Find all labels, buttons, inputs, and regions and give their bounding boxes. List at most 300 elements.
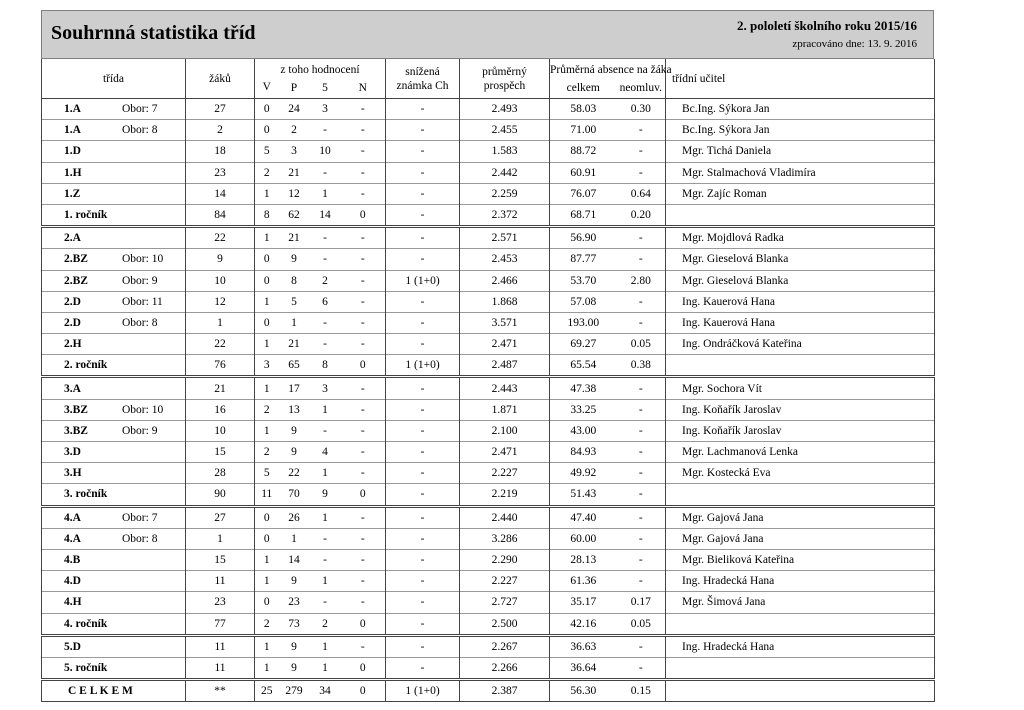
class-cell bbox=[42, 680, 186, 702]
teacher-cell: Mgr. Stalmachová Vladimíra bbox=[666, 162, 935, 183]
teacher-cell: Mgr. Zajíc Roman bbox=[666, 183, 935, 204]
pupils-cell: 11 bbox=[186, 657, 255, 679]
average-cell: 2.493 bbox=[460, 99, 550, 120]
absence-unexcused-cell: - bbox=[638, 166, 643, 179]
class-name: 5. ročník bbox=[64, 661, 108, 674]
pupils-cell: 23 bbox=[186, 592, 255, 613]
grade-v-cell: 1 bbox=[255, 227, 279, 249]
header-row-1 bbox=[42, 59, 935, 77]
teacher-cell: Ing. Koňařík Jaroslav bbox=[666, 420, 935, 441]
grade-n-cell: - bbox=[360, 424, 365, 437]
grade-p-cell: 23 bbox=[288, 596, 300, 609]
teacher-cell: Ing. Kauerová Hana bbox=[666, 291, 935, 312]
absence-unexcused-cell: - bbox=[638, 403, 643, 416]
field-label: Obor: 9 bbox=[122, 274, 158, 287]
grade-p-cell: 9 bbox=[291, 424, 297, 437]
grade-5-cell: - bbox=[323, 554, 327, 567]
reduced-grade-cell: - bbox=[386, 420, 460, 441]
field-label: Obor: 7 bbox=[122, 511, 158, 524]
average-cell: 2.259 bbox=[460, 183, 550, 204]
semester-label: 2. pololetí školního roku 2015/16 bbox=[737, 18, 917, 33]
absence-total-cell: 53.70 bbox=[550, 270, 617, 291]
table-row bbox=[42, 549, 935, 570]
class-cell bbox=[42, 162, 186, 183]
class-cell bbox=[42, 334, 186, 355]
grade-5-cell: - bbox=[323, 338, 327, 351]
class-name: 3.BZ bbox=[64, 424, 88, 437]
pupils-cell: 12 bbox=[186, 291, 255, 312]
teacher-cell: Mgr. Gieselová Blanka bbox=[666, 249, 935, 270]
grade-5-cell: 2 bbox=[322, 274, 328, 287]
grade-p-cell: 12 bbox=[288, 187, 300, 200]
class-cell bbox=[42, 312, 186, 333]
reduced-grade-cell: - bbox=[386, 377, 460, 399]
teacher-cell: Bc.Ing. Sýkora Jan bbox=[666, 120, 935, 141]
absence-total-cell: 47.40 bbox=[550, 506, 617, 528]
grade-5-cell: 1 bbox=[322, 403, 328, 416]
average-cell: 3.286 bbox=[460, 528, 550, 549]
class-name: 4.D bbox=[64, 575, 81, 588]
grade-n-cell: - bbox=[360, 511, 365, 524]
absence-total-cell: 56.30 bbox=[550, 680, 617, 702]
table-row bbox=[42, 249, 935, 270]
class-name: 3.A bbox=[64, 382, 81, 395]
average-cell: 2.487 bbox=[460, 355, 550, 377]
grade-p-cell: 9 bbox=[291, 446, 297, 459]
class-cell bbox=[42, 635, 186, 657]
reduced-grade-cell: - bbox=[386, 571, 460, 592]
field-label: Obor: 8 bbox=[122, 124, 158, 137]
average-cell: 2.290 bbox=[460, 549, 550, 570]
absence-unexcused-cell: 0.05 bbox=[630, 338, 651, 351]
table-row bbox=[42, 635, 935, 657]
reduced-grade-cell: - bbox=[386, 463, 460, 484]
reduced-grade-cell: - bbox=[386, 657, 460, 679]
class-cell bbox=[42, 420, 186, 441]
absence-unexcused-cell: - bbox=[638, 124, 643, 137]
pupils-cell: 90 bbox=[186, 484, 255, 506]
grade-5-cell: - bbox=[323, 532, 327, 545]
processed-date: zpracováno dne: 13. 9. 2016 bbox=[792, 38, 917, 50]
average-cell: 2.227 bbox=[460, 463, 550, 484]
reduced-grade-cell: - bbox=[386, 312, 460, 333]
report-sheet bbox=[41, 10, 934, 702]
grade-5-cell: - bbox=[323, 424, 327, 437]
pupils-cell: ** bbox=[186, 680, 255, 702]
absence-total-cell: 193.00 bbox=[550, 312, 617, 333]
reduced-grade-cell: - bbox=[386, 549, 460, 570]
teacher-cell: Mgr. Tichá Daniela bbox=[666, 141, 935, 162]
absence-unexcused-cell: - bbox=[638, 467, 643, 480]
grade-5-cell: 3 bbox=[322, 103, 328, 116]
class-cell bbox=[42, 141, 186, 162]
absence-total-cell: 51.43 bbox=[550, 484, 617, 506]
absence-unexcused-cell: 0.15 bbox=[630, 685, 651, 698]
col-absence-group: Průměrná absence na žáka bbox=[550, 59, 666, 77]
grade-5-cell: 34 bbox=[319, 685, 331, 698]
absence-total-cell: 84.93 bbox=[550, 442, 617, 463]
pupils-cell: 15 bbox=[186, 549, 255, 570]
grade-p-cell: 22 bbox=[288, 467, 300, 480]
class-cell bbox=[42, 528, 186, 549]
grade-p-cell: 14 bbox=[288, 554, 300, 567]
absence-unexcused-cell: - bbox=[638, 253, 643, 266]
grade-n-cell: 0 bbox=[359, 359, 366, 372]
pupils-cell: 11 bbox=[186, 571, 255, 592]
report-title: Souhrnná statistika tříd bbox=[51, 22, 256, 44]
grade-5-cell: 2 bbox=[322, 617, 328, 630]
reduced-grade-cell: - bbox=[386, 249, 460, 270]
average-cell: 2.466 bbox=[460, 270, 550, 291]
absence-total-cell: 35.17 bbox=[550, 592, 617, 613]
year-summary-row bbox=[42, 613, 935, 635]
reduced-grade-cell: - bbox=[386, 592, 460, 613]
average-cell: 2.442 bbox=[460, 162, 550, 183]
average-cell: 1.871 bbox=[460, 399, 550, 420]
absence-unexcused-cell: 0.20 bbox=[630, 209, 651, 222]
grade-n-cell: - bbox=[360, 554, 365, 567]
class-statistics-table bbox=[41, 59, 935, 702]
teacher-cell: Mgr. Gajová Jana bbox=[666, 528, 935, 549]
class-cell bbox=[42, 227, 186, 249]
absence-unexcused-cell: - bbox=[638, 382, 643, 395]
absence-total-cell: 65.54 bbox=[550, 355, 617, 377]
absence-unexcused-cell: - bbox=[638, 488, 643, 501]
absence-unexcused-cell: - bbox=[638, 661, 643, 674]
absence-total-cell: 56.90 bbox=[550, 227, 617, 249]
average-cell: 3.571 bbox=[460, 312, 550, 333]
grade-n-cell: 0 bbox=[359, 617, 366, 630]
absence-unexcused-cell: 0.05 bbox=[630, 617, 651, 630]
grade-p-cell: 17 bbox=[288, 382, 300, 395]
reduced-grade-cell: 1 (1+0) bbox=[386, 355, 460, 377]
teacher-cell bbox=[666, 680, 935, 702]
teacher-cell: Mgr. Lachmanová Lenka bbox=[666, 442, 935, 463]
grade-p-cell: 9 bbox=[291, 575, 297, 588]
pupils-cell: 11 bbox=[186, 635, 255, 657]
grade-n-cell: 0 bbox=[359, 488, 366, 501]
pupils-cell: 15 bbox=[186, 442, 255, 463]
absence-total-cell: 76.07 bbox=[550, 183, 617, 204]
grade-p-cell: 9 bbox=[291, 661, 297, 674]
table-row bbox=[42, 506, 935, 528]
grade-n-cell: - bbox=[360, 166, 365, 179]
absence-unexcused-cell: - bbox=[638, 640, 643, 653]
pupils-cell: 9 bbox=[186, 249, 255, 270]
grade-p-cell: 9 bbox=[291, 253, 297, 266]
pupils-cell: 77 bbox=[186, 613, 255, 635]
average-cell: 2.571 bbox=[460, 227, 550, 249]
teacher-cell: Ing. Kauerová Hana bbox=[666, 312, 935, 333]
absence-unexcused-cell: - bbox=[638, 316, 643, 329]
class-name: 4. ročník bbox=[64, 617, 108, 630]
table-row bbox=[42, 420, 935, 441]
reduced-grade-cell: - bbox=[386, 120, 460, 141]
absence-total-cell: 33.25 bbox=[550, 399, 617, 420]
grade-n-cell: - bbox=[360, 103, 365, 116]
teacher-cell: Mgr. Gieselová Blanka bbox=[666, 270, 935, 291]
class-cell bbox=[42, 442, 186, 463]
grade-5-cell: - bbox=[323, 232, 327, 245]
class-cell bbox=[42, 657, 186, 679]
class-cell bbox=[42, 484, 186, 506]
average-cell: 2.266 bbox=[460, 657, 550, 679]
year-summary-row bbox=[42, 355, 935, 377]
teacher-cell bbox=[666, 204, 935, 226]
table-row bbox=[42, 463, 935, 484]
col-absence-total: celkem bbox=[550, 77, 617, 99]
reduced-grade-cell: - bbox=[386, 399, 460, 420]
teacher-cell: Mgr. Mojdlová Radka bbox=[666, 227, 935, 249]
grade-n-cell: - bbox=[360, 274, 365, 287]
grade-5-cell: 1 bbox=[322, 661, 328, 674]
absence-total-cell: 60.91 bbox=[550, 162, 617, 183]
col-grades-group: z toho hodnocení bbox=[255, 59, 386, 77]
absence-total-cell: 42.16 bbox=[550, 613, 617, 635]
absence-unexcused-cell: - bbox=[638, 511, 643, 524]
class-cell bbox=[42, 270, 186, 291]
grade-v-cell: 2 bbox=[255, 162, 279, 183]
grade-v-cell: 1 bbox=[255, 420, 279, 441]
reduced-grade-cell: - bbox=[386, 635, 460, 657]
table-row bbox=[42, 334, 935, 355]
teacher-cell: Ing. Hradecká Hana bbox=[666, 635, 935, 657]
table-body bbox=[42, 99, 935, 702]
average-cell: 2.219 bbox=[460, 484, 550, 506]
grade-v-cell: 2 bbox=[255, 399, 279, 420]
average-cell: 1.583 bbox=[460, 141, 550, 162]
class-name: 4.H bbox=[64, 596, 82, 609]
class-cell bbox=[42, 249, 186, 270]
table-row bbox=[42, 183, 935, 204]
average-cell: 2.267 bbox=[460, 635, 550, 657]
grade-v-cell: 25 bbox=[255, 680, 279, 702]
reduced-grade-cell: - bbox=[386, 442, 460, 463]
class-cell bbox=[42, 549, 186, 570]
pupils-cell: 76 bbox=[186, 355, 255, 377]
reduced-grade-cell: - bbox=[386, 141, 460, 162]
pupils-cell: 27 bbox=[186, 99, 255, 120]
grade-v-cell: 1 bbox=[255, 183, 279, 204]
absence-unexcused-cell: - bbox=[638, 446, 643, 459]
grade-n-cell: - bbox=[360, 382, 365, 395]
teacher-cell bbox=[666, 613, 935, 635]
table-row bbox=[42, 571, 935, 592]
average-cell: 2.443 bbox=[460, 377, 550, 399]
teacher-cell bbox=[666, 355, 935, 377]
class-name: 1.A bbox=[64, 124, 81, 137]
field-label: Obor: 7 bbox=[122, 103, 158, 116]
teacher-cell: Ing. Hradecká Hana bbox=[666, 571, 935, 592]
class-cell bbox=[42, 204, 186, 226]
grade-v-cell: 0 bbox=[255, 312, 279, 333]
year-summary-row bbox=[42, 657, 935, 679]
teacher-cell: Mgr. Bieliková Kateřina bbox=[666, 549, 935, 570]
pupils-cell: 84 bbox=[186, 204, 255, 226]
absence-total-cell: 61.36 bbox=[550, 571, 617, 592]
grade-v-cell: 0 bbox=[255, 99, 279, 120]
average-cell: 1.868 bbox=[460, 291, 550, 312]
grade-p-cell: 21 bbox=[288, 232, 300, 245]
year-summary-row bbox=[42, 204, 935, 226]
grade-n-cell: - bbox=[360, 338, 365, 351]
field-label: Obor: 8 bbox=[122, 532, 158, 545]
teacher-cell: Mgr. Sochora Vít bbox=[666, 377, 935, 399]
grade-p-cell: 65 bbox=[288, 359, 300, 372]
grade-5-cell: 9 bbox=[322, 488, 328, 501]
class-name: 1. ročník bbox=[64, 209, 108, 222]
report-header bbox=[41, 10, 934, 59]
average-cell: 2.440 bbox=[460, 506, 550, 528]
pupils-cell: 18 bbox=[186, 141, 255, 162]
grade-n-cell: - bbox=[360, 316, 365, 329]
grade-v-cell: 5 bbox=[255, 141, 279, 162]
grade-5-cell: 4 bbox=[322, 446, 328, 459]
teacher-cell: Bc.Ing. Sýkora Jan bbox=[666, 99, 935, 120]
class-name: 2. ročník bbox=[64, 359, 108, 372]
grade-v-cell: 2 bbox=[255, 442, 279, 463]
average-cell: 2.387 bbox=[460, 680, 550, 702]
table-row bbox=[42, 442, 935, 463]
grade-v-cell: 1 bbox=[255, 291, 279, 312]
table-row bbox=[42, 120, 935, 141]
table-row bbox=[42, 99, 935, 120]
table-row bbox=[42, 270, 935, 291]
class-cell bbox=[42, 571, 186, 592]
col-p: P bbox=[279, 77, 310, 99]
class-name: 1.D bbox=[64, 145, 81, 158]
class-name: 3.BZ bbox=[64, 403, 88, 416]
teacher-cell: Mgr. Šimová Jana bbox=[666, 592, 935, 613]
grade-5-cell: 14 bbox=[319, 209, 331, 222]
grade-5-cell: 8 bbox=[322, 359, 328, 372]
average-cell: 2.453 bbox=[460, 249, 550, 270]
grade-n-cell: - bbox=[360, 596, 365, 609]
absence-unexcused-cell: 0.17 bbox=[630, 596, 651, 609]
pupils-cell: 10 bbox=[186, 420, 255, 441]
col-reduced-line2: známka Ch bbox=[396, 79, 449, 92]
pupils-cell: 16 bbox=[186, 399, 255, 420]
absence-total-cell: 71.00 bbox=[550, 120, 617, 141]
reduced-grade-cell: - bbox=[386, 484, 460, 506]
absence-total-cell: 47.38 bbox=[550, 377, 617, 399]
grade-n-cell: - bbox=[360, 187, 365, 200]
grade-p-cell: 21 bbox=[288, 166, 300, 179]
col-v: V bbox=[255, 77, 279, 99]
grade-p-cell: 24 bbox=[288, 103, 300, 116]
grade-p-cell: 13 bbox=[288, 403, 300, 416]
class-cell bbox=[42, 613, 186, 635]
year-summary-row bbox=[42, 484, 935, 506]
absence-unexcused-cell: - bbox=[638, 295, 643, 308]
table-row bbox=[42, 227, 935, 249]
grade-p-cell: 5 bbox=[291, 295, 297, 308]
grade-p-cell: 8 bbox=[291, 274, 297, 287]
reduced-grade-cell: - bbox=[386, 227, 460, 249]
grade-p-cell: 1 bbox=[291, 316, 297, 329]
pupils-cell: 27 bbox=[186, 506, 255, 528]
table-row bbox=[42, 377, 935, 399]
absence-total-cell: 68.71 bbox=[550, 204, 617, 226]
pupils-cell: 2 bbox=[186, 120, 255, 141]
class-name: 4.A bbox=[64, 511, 81, 524]
class-name: 3.D bbox=[64, 446, 81, 459]
col-class: třída bbox=[42, 59, 186, 99]
col-average bbox=[460, 59, 550, 99]
pupils-cell: 21 bbox=[186, 377, 255, 399]
grade-n-cell: - bbox=[360, 253, 365, 266]
field-label: Obor: 10 bbox=[122, 253, 164, 266]
class-name: 3.H bbox=[64, 467, 82, 480]
table-row bbox=[42, 141, 935, 162]
grade-5-cell: - bbox=[323, 166, 327, 179]
class-name: 4.A bbox=[64, 532, 81, 545]
class-cell bbox=[42, 183, 186, 204]
grade-p-cell: 3 bbox=[291, 145, 297, 158]
class-cell bbox=[42, 120, 186, 141]
grade-v-cell: 1 bbox=[255, 377, 279, 399]
grade-v-cell: 0 bbox=[255, 592, 279, 613]
grade-n-cell: - bbox=[360, 640, 365, 653]
class-name: 2.H bbox=[64, 338, 82, 351]
absence-unexcused-cell: 0.38 bbox=[630, 359, 651, 372]
grade-5-cell: - bbox=[323, 596, 327, 609]
grade-5-cell: 10 bbox=[319, 145, 331, 158]
pupils-cell: 1 bbox=[186, 528, 255, 549]
absence-total-cell: 43.00 bbox=[550, 420, 617, 441]
grade-n-cell: 0 bbox=[359, 685, 366, 698]
field-label: Obor: 10 bbox=[122, 403, 164, 416]
grade-5-cell: 1 bbox=[322, 575, 328, 588]
absence-unexcused-cell: - bbox=[638, 232, 643, 245]
absence-total-cell: 87.77 bbox=[550, 249, 617, 270]
grade-5-cell: 3 bbox=[322, 382, 328, 395]
pupils-cell: 22 bbox=[186, 227, 255, 249]
class-name: 5.D bbox=[64, 640, 81, 653]
table-row bbox=[42, 592, 935, 613]
class-name: 1.H bbox=[64, 166, 82, 179]
grade-p-cell: 26 bbox=[288, 511, 300, 524]
class-cell bbox=[42, 355, 186, 377]
grade-v-cell: 2 bbox=[255, 613, 279, 635]
absence-total-cell: 49.92 bbox=[550, 463, 617, 484]
table-row bbox=[42, 528, 935, 549]
grade-v-cell: 0 bbox=[255, 506, 279, 528]
teacher-cell: Ing. Koňařík Jaroslav bbox=[666, 399, 935, 420]
reduced-grade-cell: - bbox=[386, 506, 460, 528]
grade-5-cell: - bbox=[323, 253, 327, 266]
grade-p-cell: 21 bbox=[288, 338, 300, 351]
grade-v-cell: 1 bbox=[255, 549, 279, 570]
absence-unexcused-cell: - bbox=[638, 575, 643, 588]
col-5: 5 bbox=[310, 77, 341, 99]
grade-p-cell: 9 bbox=[291, 640, 297, 653]
col-reduced-line1: snížená bbox=[405, 65, 440, 78]
absence-unexcused-cell: - bbox=[638, 145, 643, 158]
grade-n-cell: - bbox=[360, 295, 365, 308]
class-cell bbox=[42, 99, 186, 120]
pupils-cell: 1 bbox=[186, 312, 255, 333]
class-cell bbox=[42, 399, 186, 420]
class-cell bbox=[42, 463, 186, 484]
absence-total-cell: 28.13 bbox=[550, 549, 617, 570]
absence-unexcused-cell: 0.64 bbox=[630, 187, 651, 200]
absence-unexcused-cell: 0.30 bbox=[630, 103, 651, 116]
reduced-grade-cell: - bbox=[386, 99, 460, 120]
grade-v-cell: 1 bbox=[255, 571, 279, 592]
class-name: 2.BZ bbox=[64, 274, 88, 287]
absence-total-cell: 69.27 bbox=[550, 334, 617, 355]
